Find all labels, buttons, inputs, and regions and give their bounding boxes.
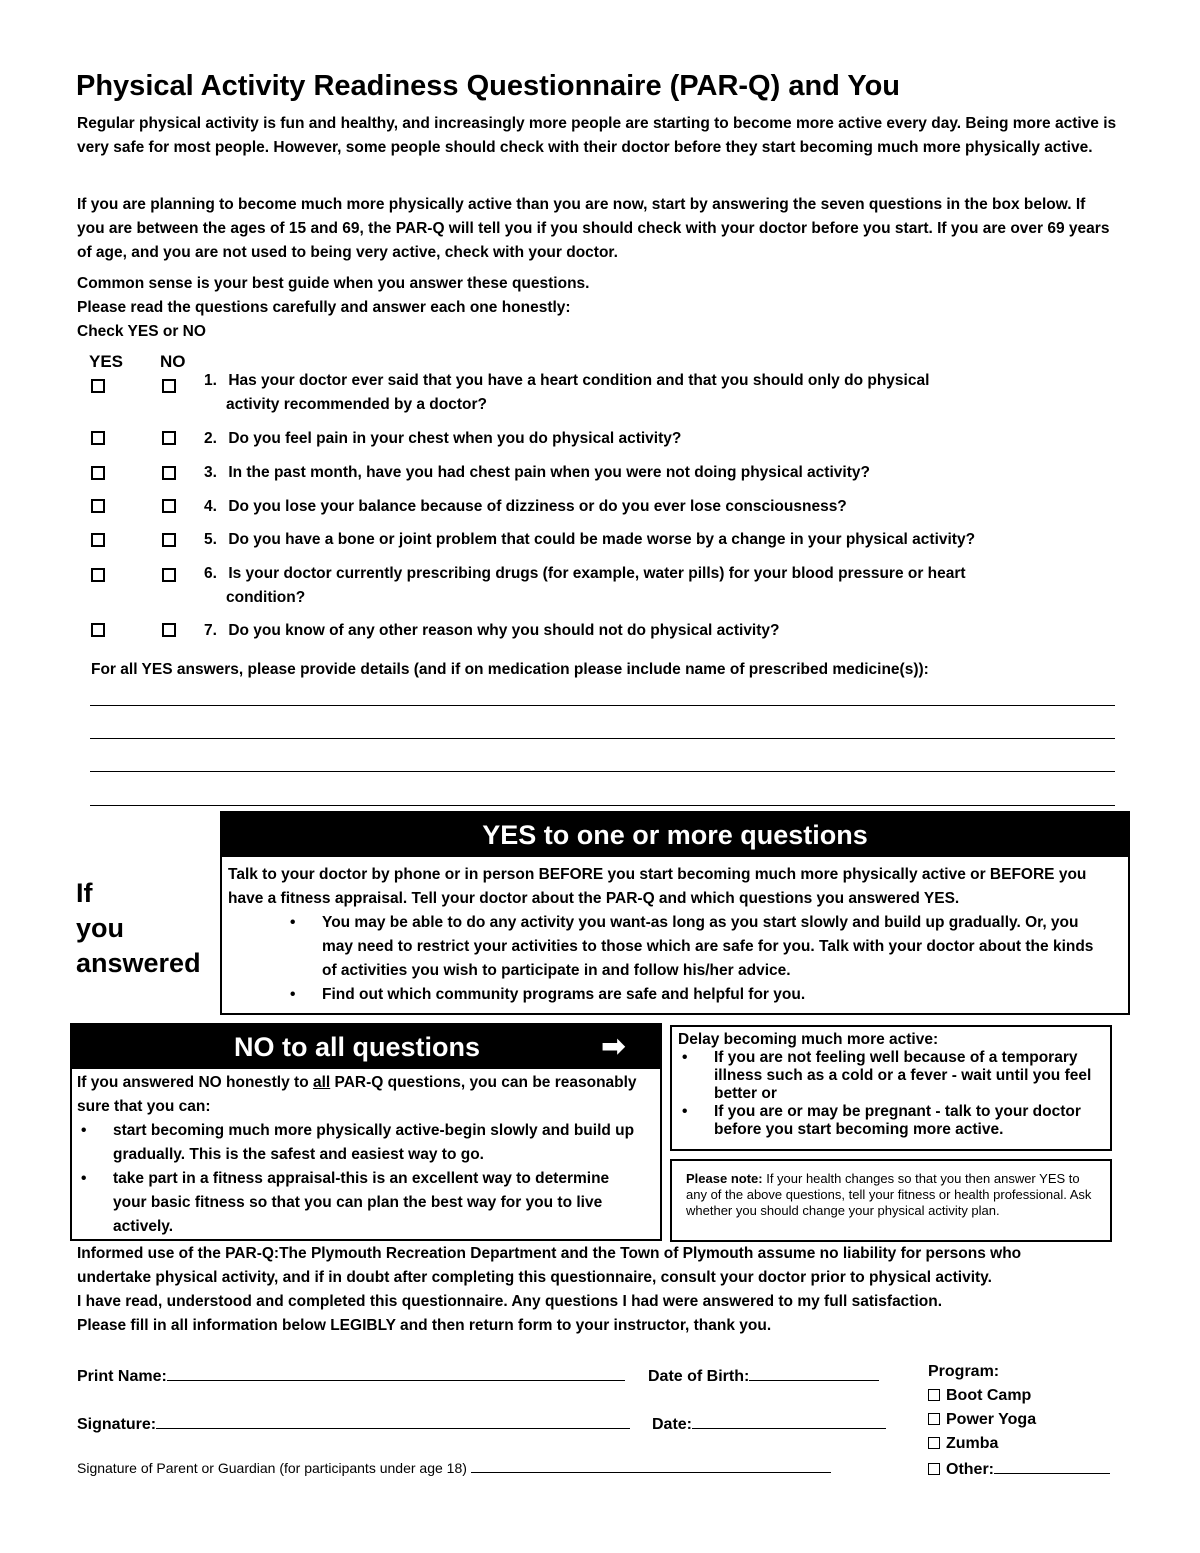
yes-box-body <box>222 857 1128 1007</box>
signature-field[interactable] <box>77 1411 630 1434</box>
informed-line-1: Informed use of the PAR-Q:The Plymouth Recreation Department and the Town of Plymouth assume no liability for persons who <box>77 1245 1022 1262</box>
date-field[interactable] <box>652 1411 886 1434</box>
program-option-other[interactable] <box>928 1456 1110 1482</box>
question-text: Do you know of any other reason why you should not do physical activity? <box>228 622 780 639</box>
program-other-line[interactable] <box>994 1456 1110 1474</box>
question-text: In the past month, have you had chest pain when you were not doing physical activity? <box>228 464 870 481</box>
if-answered-line-2: you <box>76 913 125 943</box>
no-box-text <box>77 1071 644 1119</box>
program-option-label: Boot Camp <box>946 1387 1032 1404</box>
q3-yes-checkbox[interactable] <box>91 466 105 480</box>
details-line-1[interactable] <box>90 705 1115 706</box>
informed-line-4: Please fill in all information below LEGIBLY and then return form to your instructor, thank you. <box>77 1317 772 1334</box>
q2-yes-checkbox[interactable] <box>91 431 105 445</box>
no-column-header: NO <box>160 352 186 371</box>
q5-no-checkbox[interactable] <box>162 533 176 547</box>
question-text-continued: condition? <box>226 589 306 606</box>
q1-no-checkbox[interactable] <box>162 379 176 393</box>
if-answered-line-3: answered <box>76 948 201 978</box>
program-selection <box>928 1360 1110 1482</box>
yes-box-list <box>228 911 1108 1007</box>
question-text: Do you lose your balance because of dizziness or do you ever lose consciousness? <box>228 498 847 515</box>
no-box-heading-bar <box>72 1025 660 1069</box>
instruction-line-1: Common sense is your best guide when you answer these questions. <box>77 275 590 292</box>
checkbox-icon[interactable] <box>928 1389 940 1401</box>
program-option-label: Zumba <box>946 1435 999 1452</box>
question-2 <box>204 427 1044 451</box>
date-label: Date: <box>652 1416 693 1433</box>
intro-paragraph-2: If you are planning to become much more physically active than you are now, start by answering the seven questions in the box below. If you are between the ages of 15 and 69, the PAR-Q will tell you if you should check with your doctor before you start. If you are over 69 years of age, and you are not used to being very active, check with your doctor. <box>77 196 1110 261</box>
print-name-label: Print Name: <box>77 1368 167 1385</box>
guardian-signature-label: Signature of Parent or Guardian (for participants under age 18) <box>77 1460 467 1476</box>
delay-box <box>670 1025 1112 1151</box>
question-text: Is your doctor currently prescribing drugs (for example, water pills) for your blood pressure or heart <box>228 565 966 582</box>
q6-no-checkbox[interactable] <box>162 568 176 582</box>
signature-label: Signature: <box>77 1416 157 1433</box>
checkbox-icon[interactable] <box>928 1413 940 1425</box>
no-box-heading: NO to all questions <box>234 1032 481 1062</box>
question-4 <box>204 495 1044 519</box>
question-number: 2. <box>204 430 217 447</box>
list-item: • If you are or may be pregnant - talk to your doctor before you start becoming more active. <box>678 1103 1096 1139</box>
q4-yes-checkbox[interactable] <box>91 499 105 513</box>
question-number: 1. <box>204 372 217 389</box>
program-option-label: Power Yoga <box>946 1411 1037 1428</box>
no-box-text-end: PAR-Q questions, you can be reasonably sure that you can: <box>77 1074 637 1115</box>
q3-no-checkbox[interactable] <box>162 466 176 480</box>
if-answered-line-1: If <box>76 878 93 908</box>
q5-yes-checkbox[interactable] <box>91 533 105 547</box>
no-answers-box <box>70 1023 662 1241</box>
guardian-signature-line[interactable] <box>471 1458 831 1473</box>
no-box-text-underlined: all <box>312 1074 331 1091</box>
please-note-text <box>686 1171 1102 1219</box>
details-prompt: For all YES answers, please provide details (and if on medication please include name of prescribed medicine(s)): <box>91 661 929 678</box>
list-item: • start becoming much more physically active-begin slowly and build up gradually. This is the safest and easiest way to go. <box>77 1119 644 1167</box>
yes-answers-box <box>220 811 1130 1015</box>
yes-box-heading: YES to one or more questions <box>222 813 1128 857</box>
checkbox-icon[interactable] <box>928 1463 940 1475</box>
page-title: Physical Activity Readiness Questionnaire (PAR-Q) and You <box>76 70 901 102</box>
question-3 <box>204 461 1044 485</box>
right-arrow-icon: ➡ <box>600 1030 626 1063</box>
question-1 <box>204 369 1044 417</box>
q4-no-checkbox[interactable] <box>162 499 176 513</box>
please-note-body: If your health changes so that you then answer YES to any of the above questions, tell your fitness or health professional. Ask whether you should change your physical activity plan. <box>686 1171 1092 1218</box>
q2-no-checkbox[interactable] <box>162 431 176 445</box>
please-note-box <box>670 1159 1112 1242</box>
question-text: Do you feel pain in your chest when you do physical activity? <box>228 430 682 447</box>
no-box-body <box>72 1069 660 1239</box>
q7-no-checkbox[interactable] <box>162 623 176 637</box>
program-option-power-yoga[interactable] <box>928 1408 1110 1432</box>
list-item: • You may be able to do any activity you want-as long as you start slowly and build up gradually. Or, you may need to restrict your activities to those which are safe for you. Talk with your doctor about the kinds of activities you wish to participate in and follow his/her advice. <box>286 911 1108 983</box>
guardian-signature-field[interactable] <box>77 1458 831 1476</box>
question-text: Do you have a bone or joint problem that could be made worse by a change in your physical activity? <box>228 531 976 548</box>
details-line-2[interactable] <box>90 738 1115 739</box>
question-number: 6. <box>204 565 217 582</box>
yes-box-text: Talk to your doctor by phone or in person BEFORE you start becoming much more physically active or BEFORE you have a fitness appraisal. Tell your doctor about the PAR-Q and which questions you answered YES. <box>228 866 1087 907</box>
q1-yes-checkbox[interactable] <box>91 379 105 393</box>
question-6 <box>204 562 1044 610</box>
date-of-birth-line[interactable] <box>749 1363 879 1381</box>
delay-box-heading: Delay becoming much more active: <box>678 1031 939 1048</box>
program-option-label: Other: <box>946 1461 994 1478</box>
question-number: 3. <box>204 464 217 481</box>
program-label: Program: <box>928 1363 1000 1380</box>
list-item: • If you are not feeling well because of a temporary illness such as a cold or a fever - wait until you feel better or <box>678 1049 1096 1103</box>
informed-line-2: undertake physical activity, and if in doubt after completing this questionnaire, consult your doctor prior to physical activity. <box>77 1269 992 1286</box>
date-line[interactable] <box>692 1411 886 1429</box>
date-of-birth-field[interactable] <box>648 1363 879 1386</box>
question-number: 4. <box>204 498 217 515</box>
details-line-4[interactable] <box>90 805 1115 806</box>
delay-box-list <box>678 1049 1096 1139</box>
no-box-list <box>77 1119 644 1239</box>
program-option-zumba[interactable] <box>928 1432 1110 1456</box>
date-of-birth-label: Date of Birth: <box>648 1368 750 1385</box>
program-option-boot-camp[interactable] <box>928 1384 1110 1408</box>
question-5 <box>204 528 1064 552</box>
question-text: Has your doctor ever said that you have a heart condition and that you should only do physical <box>228 372 930 389</box>
signature-line[interactable] <box>156 1411 630 1429</box>
intro-paragraph-1: Regular physical activity is fun and healthy, and increasingly more people are starting to become more active every day. Being more active is very safe for most people. However, some people should check with their doctor before they start becoming much more physically active. <box>77 115 1117 156</box>
print-name-line[interactable] <box>167 1363 625 1381</box>
please-note-label: Please note: <box>686 1171 763 1186</box>
question-7 <box>204 619 1044 643</box>
yes-column-header: YES <box>89 352 124 371</box>
question-number: 7. <box>204 622 217 639</box>
question-text-continued: activity recommended by a doctor? <box>226 396 487 413</box>
q6-yes-checkbox[interactable] <box>91 568 105 582</box>
informed-line-3: I have read, understood and completed this questionnaire. Any questions I had were answered to my full satisfaction. <box>77 1293 943 1310</box>
question-number: 5. <box>204 531 217 548</box>
no-box-text-start: If you answered NO honestly to <box>77 1074 313 1091</box>
details-line-3[interactable] <box>90 771 1115 772</box>
q7-yes-checkbox[interactable] <box>91 623 105 637</box>
instruction-line-3: Check YES or NO <box>77 323 206 340</box>
list-item: • take part in a fitness appraisal-this is an excellent way to determine your basic fitness so that you can plan the best way for you to live actively. <box>77 1167 644 1239</box>
if-you-answered-label <box>76 876 201 981</box>
instruction-line-2: Please read the questions carefully and answer each one honestly: <box>77 299 571 316</box>
print-name-field[interactable] <box>77 1363 625 1386</box>
checkbox-icon[interactable] <box>928 1437 940 1449</box>
list-item: • Find out which community programs are safe and helpful for you. <box>286 983 1108 1007</box>
